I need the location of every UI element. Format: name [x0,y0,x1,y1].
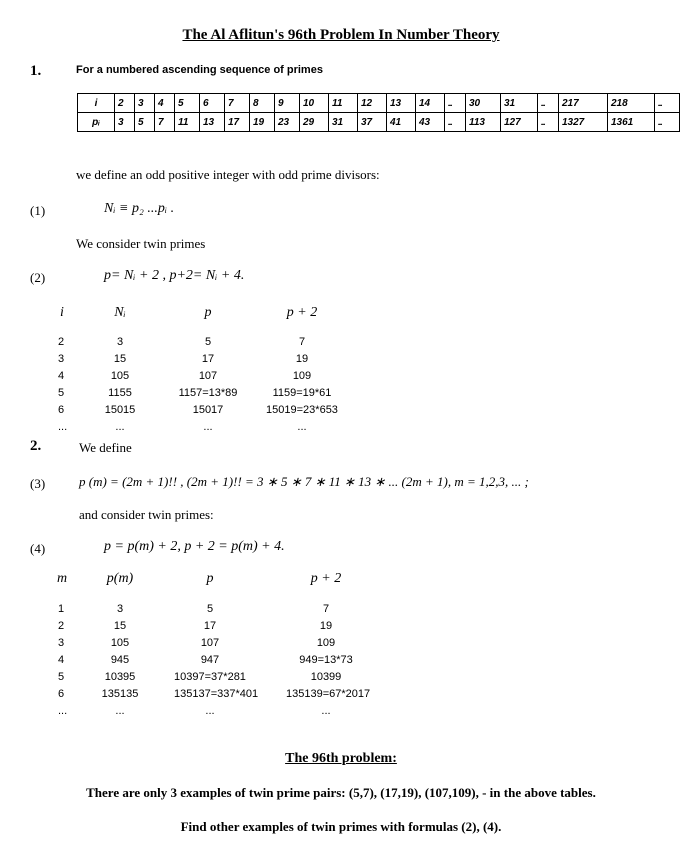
table3-cell: 947 [200,654,220,666]
primes-table-p-cell: 23 [275,113,300,132]
primes-table-p-cell: ... [445,113,466,132]
problem-line-2: Find other examples of twin primes with formulas (2), (4). [180,819,502,834]
table2-cell: ... [297,421,307,433]
table3-cell: 5 [58,671,65,683]
table3-cell: 135135 [101,688,139,700]
primes-table-i-cell: 14 [416,94,445,113]
primes-table-p-cell: 127 [501,113,538,132]
consider-twin-primes-text: We consider twin primes [76,236,206,251]
primes-table-i-cell: 10 [300,94,329,113]
table3-cell: ... [58,705,68,717]
eq1: Nᵢ ≡ p₂ ...pᵢ . [104,201,175,216]
primes-table-p-cell: ... [538,113,559,132]
eq2-label: (2) [30,270,46,285]
eq4-label: (4) [30,541,46,556]
primes-table-p-cell: 41 [387,113,416,132]
primes-table-p-cell: 43 [416,113,445,132]
table2-cell: ... [203,421,213,433]
table2-cell: ... [58,421,68,433]
table3-cell: 10395 [104,671,136,683]
table2-cell: 1155 [108,387,132,399]
primes-table-p-cell: 11 [175,113,200,132]
primes-table-p-cell: 113 [466,113,501,132]
eq3: p (m) = (2m + 1)!! , (2m + 1)!! = 3 ∗ 5 ∗ 7 ∗ 11 ∗ 13 ∗ ... (2m + 1), m = 1,2,3, ... ; [79,474,529,489]
table3-cell: 949=13*73 [299,654,353,666]
primes-table-p-cell: 7 [155,113,175,132]
table2-header-i: i [60,305,64,320]
primes-table-i-cell: 8 [250,94,275,113]
table3-header-p: p [206,571,214,586]
table2-cell: 2 [58,336,65,348]
primes-table-p-cell: 37 [358,113,387,132]
table2-cell: 109 [292,370,312,382]
primes-table-p-cell: 1361 [608,113,655,132]
primes-table-p-cell: 29 [300,113,329,132]
table2-cell: 15015 [104,404,136,416]
table2-cell: 3 [58,353,65,365]
table3-cell: 15 [113,620,127,632]
primes-table-i-cell: 31 [501,94,538,113]
primes-table-i-cell: 9 [275,94,300,113]
primes-table-i-cell: 5 [175,94,200,113]
table3-cell: 945 [110,654,130,666]
primes-table [77,93,680,132]
table2-cell: 6 [58,404,65,416]
table2-cell: 7 [298,336,306,348]
table3-cell: ... [115,705,125,717]
primes-table-p-cell: 13 [200,113,225,132]
table2-cell: 15019=23*653 [266,404,338,416]
primes-table-p-label: pᵢ [78,113,115,132]
primes-table-i-cell: ... [445,94,466,113]
table2-cell: 15 [113,353,127,365]
primes-table-i-cell: 218 [608,94,655,113]
primes-table-i-cell: 12 [358,94,387,113]
table3-cell: 17 [203,620,217,632]
table3-cell: ... [205,705,215,717]
table2-header-p: p [204,305,212,320]
table3-cell: 107 [200,637,220,649]
primes-table-i-cell: 6 [200,94,225,113]
table2-cell: 1157=13*89 [178,387,238,399]
primes-table-i-cell: ... [538,94,559,113]
primes-table-p-cell: 31 [329,113,358,132]
problem-heading: The 96th problem: [285,751,397,766]
table2-cell: 15017 [192,404,224,416]
primes-table-i-cell: ... [655,94,680,113]
primes-table-i-cell: 3 [135,94,155,113]
primes-table-i-label: i [78,94,115,113]
table2-cell: 4 [58,370,65,382]
primes-table-i-cell: 4 [155,94,175,113]
table3-cell: 135137=337*401 [174,688,259,700]
table3-header-pm: p(m) [106,571,134,586]
table3-cell: 135139=67*2017 [286,688,371,700]
primes-table-p-cell: 3 [115,113,135,132]
eq1-label: (1) [30,203,46,218]
table3-header-p2: p + 2 [310,571,342,586]
primes-table-i-cell: 217 [559,94,608,113]
primes-table-i-cell: 11 [329,94,358,113]
eq2: p= Nᵢ + 2 , p+2= Nᵢ + 4. [104,268,245,283]
table3-cell: 7 [322,603,330,615]
table3-cell: 3 [116,603,124,615]
table3-cell: 19 [319,620,333,632]
primes-table-i-cell: 13 [387,94,416,113]
table3-cell: ... [321,705,331,717]
define-odd-integer-text: we define an odd positive integer with odd prime divisors: [76,167,380,182]
primes-table-p-cell: 1327 [559,113,608,132]
table3-header-m: m [56,571,68,586]
section-2-consider-text: and consider twin primes: [79,507,214,522]
table3-cell: 3 [58,637,65,649]
table3-cell: 5 [206,603,214,615]
eq3-label: (3) [30,476,46,491]
primes-table-i-cell: 7 [225,94,250,113]
primes-table-i-cell: 2 [115,94,135,113]
table3-cell: 4 [58,654,65,666]
primes-table-p-cell: ... [655,113,680,132]
table2-cell: 5 [58,387,65,399]
table2-header-p2: p + 2 [286,305,318,320]
eq4: p = p(m) + 2, p + 2 = p(m) + 4. [104,539,285,554]
table3-cell: 1 [58,603,65,615]
section-2-number: 2. [30,438,42,454]
table3-cell: 109 [316,637,336,649]
table3-cell: 2 [58,620,65,632]
table2-cell: 19 [295,353,309,365]
section-1-number: 1. [30,63,42,79]
table3-cell: 6 [58,688,65,700]
table3-cell: 105 [110,637,130,649]
table2-header-ni: Nᵢ [114,305,126,320]
table2-cell: 107 [198,370,218,382]
table2-cell: 17 [201,353,215,365]
problem-line-1: There are only 3 examples of twin prime pairs: (5,7), (17,19), (107,109), - in the above tables. [86,785,596,800]
table3-cell: 10397=37*281 [174,671,246,683]
primes-table-p-cell: 19 [250,113,275,132]
section-1-intro: For a numbered ascending sequence of primes [76,64,323,76]
table3-cell: 10399 [310,671,342,683]
primes-table-p-cell: 5 [135,113,155,132]
table2-cell: 1159=19*61 [272,387,332,399]
table2-cell: 105 [110,370,130,382]
primes-table-i-cell: 30 [466,94,501,113]
table2-cell: 3 [116,336,124,348]
primes-table-p-cell: 17 [225,113,250,132]
table2-cell: ... [115,421,125,433]
section-2-define-text: We define [79,440,132,455]
table2-cell: 5 [204,336,212,348]
page-title: The Al Aflitun's 96th Problem In Number Theory [182,27,500,43]
